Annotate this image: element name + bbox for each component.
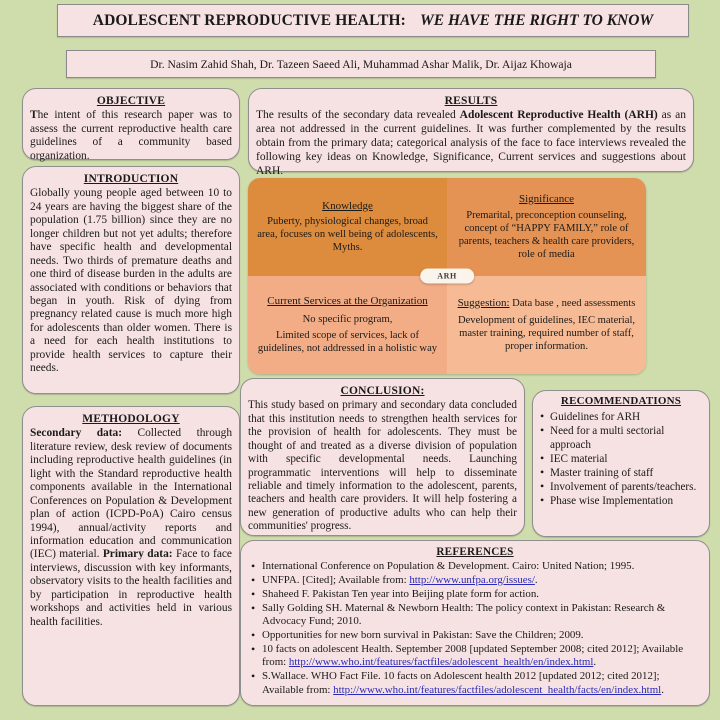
reference-text-after: .: [534, 573, 538, 586]
quadrant-current-services-line2: Limited scope of services, lack of guidelines, not addressed in a holistic way: [257, 330, 438, 355]
bullet-icon: •: [540, 408, 545, 423]
section-objective: [22, 88, 240, 160]
bullet-icon: •: [540, 465, 545, 480]
poster-title-bar: [57, 4, 689, 37]
recommendation-item-label: Need for a multi sectorial approach: [550, 424, 665, 451]
quadrant-knowledge-text: Puberty, physiological changes, broad area, focuses on well being of adolescents, Myths.: [257, 216, 438, 254]
reference-text-after: .: [593, 656, 597, 669]
bullet-icon: •: [251, 572, 256, 587]
reference-item: [249, 574, 701, 587]
methodology-secondary-text: Collected through literature review, desk review of documents including reproductive health guidelines (in light with the Standard reproductive health components available in the International Conferences on Population & Development plan of action (ICPD-PoA) Cairo census 1994), annual/activity reports and information education and communication (IEC) material.: [30, 427, 233, 561]
section-methodology: [22, 406, 240, 706]
results-text: [256, 109, 686, 178]
bullet-icon: •: [251, 586, 256, 601]
diagram-center-node-arh: ARH: [420, 269, 474, 284]
section-conclusion: [240, 378, 525, 536]
recommendation-item-label: Involvement of parents/teachers.: [550, 481, 697, 494]
quadrant-significance-text: Premarital, preconception counseling, concept of “HAPPY FAMILY,” role of parents, teachers & health care providers, role of media: [458, 209, 635, 260]
reference-link[interactable]: http://www.who.int/features/factfiles/adolescent_health/facts/en/index.html: [333, 683, 662, 696]
methodology-primary-text: Face to face interviews, discussion with key informants, observatory visits to the health facilities and by participation in reproductive health workshops and activities held in various health facilities.: [30, 548, 232, 628]
poster-title-subtitle: WE HAVE THE RIGHT TO KNOW: [419, 11, 654, 29]
quadrant-knowledge-title: Knowledge: [322, 199, 373, 212]
poster-title-main: ADOLESCENT REPRODUCTIVE HEALTH:: [92, 11, 406, 29]
diagram-quadrant-current-services: [248, 276, 447, 374]
reference-text: UNFPA. [Cited]; Available from:: [262, 573, 410, 586]
reference-link[interactable]: http://www.who.int/features/factfiles/adolescent_health/en/index.html: [288, 656, 594, 669]
section-results: [248, 88, 694, 177]
bullet-icon: •: [251, 600, 256, 615]
authors-bar: [66, 50, 656, 78]
section-introduction: [22, 166, 240, 394]
bullet-icon: •: [540, 422, 545, 437]
introduction-text: Globally young people aged between 10 to 24 years are having the biggest share of the population (1.75 billion) since they are no longer children but not yet adults; therefore have specific health and developmental needs. Two thirds of premature deaths and one third of disease burden in the adults are associated with conditions or behaviors that began in youth. Risk of dying from pregnancy related cause is much more high for adolescents than older women. There is a need for each health institutions to provide health services to capture their needs.: [30, 187, 232, 375]
reference-text: Shaheed F. Pakistan Ten year into Beijing plate form for action.: [262, 587, 540, 600]
methodology-text: [30, 427, 232, 629]
results-part1: The results of the secondary data revealed: [256, 109, 460, 122]
introduction-heading: INTRODUCTION: [83, 173, 179, 185]
bullet-icon: •: [251, 669, 256, 684]
diagram-quadrant-knowledge: [248, 178, 447, 276]
quadrant-suggestion-line1: Data base , need assessments: [509, 297, 636, 309]
diagram-quadrant-significance: [447, 178, 646, 276]
objective-text: [30, 109, 232, 163]
quadrant-current-services-title: Current Services at the Organization: [267, 294, 428, 307]
recommendation-item-label: IEC material: [550, 453, 608, 466]
reference-text: International Conference on Population & Development. Cairo: United Nation; 1995.: [262, 560, 635, 572]
recommendations-heading: RECOMMENDATIONS: [560, 395, 682, 407]
reference-item: [249, 602, 701, 629]
bullet-icon: •: [251, 559, 256, 573]
section-recommendations: [532, 390, 710, 537]
recommendation-item-label: Guidelines for ARH: [550, 410, 641, 423]
reference-item: [249, 643, 701, 670]
reference-text: Opportunities for new born survival in Pakistan: Save the Children; 2009.: [262, 629, 584, 642]
quadrant-suggestion-line2: Development of guidelines, IEC material, master training, required number of staff, proper information.: [457, 315, 636, 353]
recommendation-item: [539, 466, 703, 480]
reference-item: [249, 670, 701, 697]
bullet-icon: •: [540, 479, 545, 494]
reference-text: 10 facts on adolescent Health. September 2008 [updated September 2008; cited 2012]; Available from:: [262, 642, 684, 669]
methodology-heading: METHODOLOGY: [82, 413, 180, 425]
references-heading: REFERENCES: [436, 546, 514, 558]
methodology-secondary-label: Secondary data:: [30, 427, 123, 440]
quadrant-current-services-line1: No specific program,: [302, 314, 393, 326]
quadrant-suggestion-row: [458, 297, 636, 311]
authors-list: Dr. Nasim Zahid Shah, Dr. Tazeen Saeed Ali, Muhammad Ashar Malik, Dr. Aijaz Khowaja: [150, 57, 572, 71]
methodology-primary-label: Primary data:: [102, 548, 173, 561]
reference-link[interactable]: http://www.unfpa.org/issues/: [409, 573, 535, 586]
bullet-icon: •: [251, 628, 256, 643]
reference-text-after: .: [661, 683, 664, 696]
conclusion-heading: CONCLUSION:: [340, 385, 425, 397]
bullet-icon: •: [540, 493, 545, 508]
objective-lead-letter: T: [30, 109, 38, 122]
reference-item: [249, 560, 701, 573]
recommendation-item: [539, 410, 703, 424]
reference-item: [249, 629, 701, 642]
results-bold-term: Adolescent Reproductive Health (ARH): [459, 109, 658, 122]
results-part2: as an area not addressed in the current guidelines. It was further complemented by the results obtain from the primary data; categorical analysis of the face to face interviews revealed the following key ideas on Knowledge, Significance, Current services and suggestions about ARH.: [256, 109, 686, 177]
quadrant-significance-title: Significance: [519, 192, 574, 205]
diagram-quadrant-suggestion: [447, 276, 646, 374]
results-heading: RESULTS: [444, 95, 498, 107]
objective-body: he intent of this research paper was to assess the current reproductive health care guidelines of a community based organization.: [30, 109, 232, 162]
recommendation-item: [539, 494, 703, 508]
recommendation-item: [539, 424, 703, 452]
recommendation-item-label: Master training of staff: [550, 467, 654, 480]
objective-heading: OBJECTIVE: [96, 95, 166, 107]
section-references: [240, 540, 710, 706]
bullet-icon: •: [251, 641, 256, 656]
recommendation-item: [539, 480, 703, 494]
arh-quadrant-diagram: [248, 178, 646, 374]
references-list: [249, 560, 701, 697]
quadrant-suggestion-title: Suggestion:: [457, 296, 510, 309]
reference-text: S.Wallace. WHO Fact File. 10 facts on Adolescent health 2012 [updated 2012; cited 2012]; Available from:: [262, 670, 660, 696]
recommendation-item: [539, 452, 703, 466]
conclusion-text: This study based on primary and secondary data concluded that this institution needs to strengthen health services for the provision of health for adolescents. They must be thought of and treated as a diverse division of population with specific developmental needs. Launching programmatic interventions will help to disseminate reliable and timely information to the adolescent, parents, teachers and health care providers. It will help fostering a new generation of productive adults who can help their communities' progress.: [248, 399, 517, 533]
reference-item: [249, 588, 701, 601]
recommendations-list: [539, 410, 703, 509]
reference-text: Sally Golding SH. Maternal & Newborn Health: The policy context in Pakistan: Research & Advocacy Fund; 2010.: [262, 601, 666, 628]
recommendation-item-label: Phase wise Implementation: [550, 495, 674, 508]
bullet-icon: •: [540, 451, 545, 466]
